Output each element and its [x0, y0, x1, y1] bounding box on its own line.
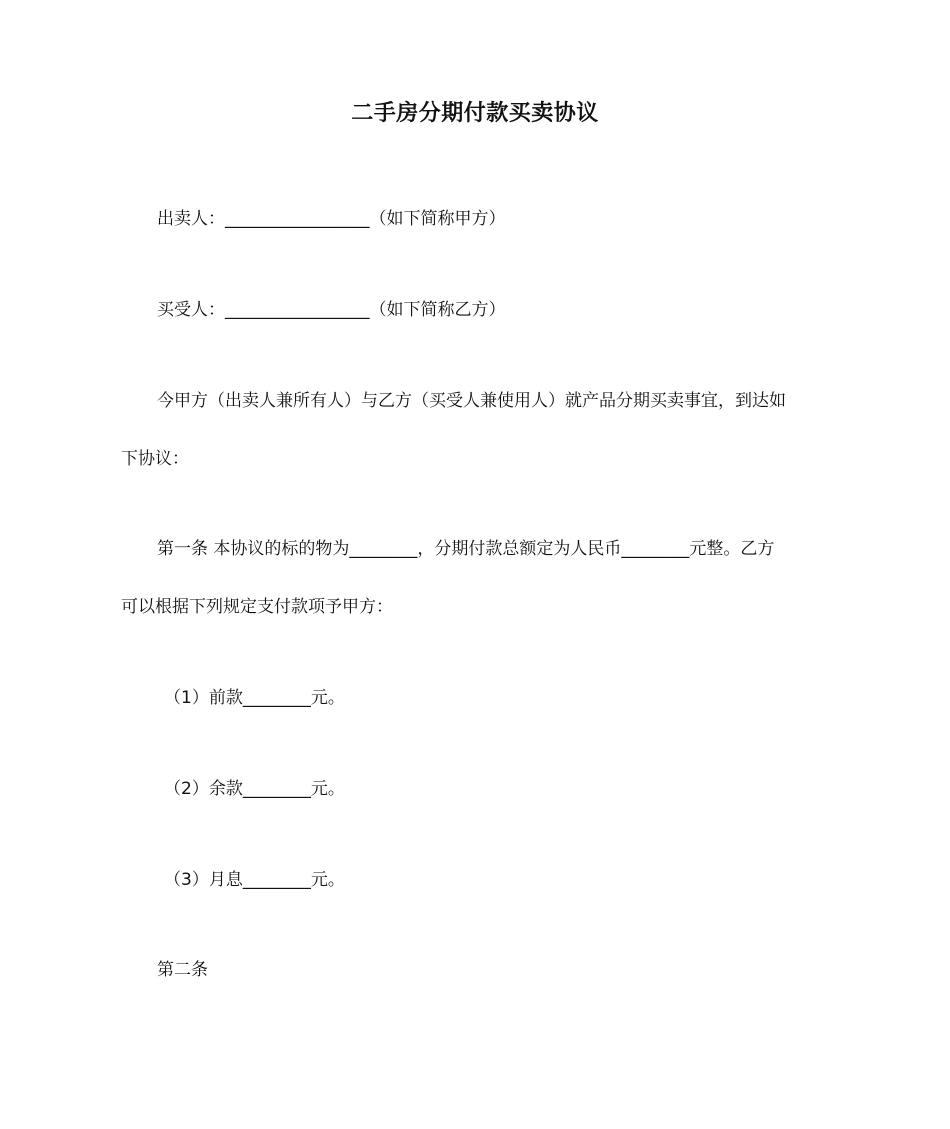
- buyer-line: 买受人：_________________（如下简称乙方）: [157, 300, 506, 320]
- payment-item-monthly-interest: （3）月息________元。: [164, 870, 345, 890]
- article1-line2: 可以根据下列规定支付款项予甲方：: [121, 597, 393, 617]
- intro-paragraph-line1: 今甲方（出卖人兼所有人）与乙方（买受人兼使用人）就产品分期买卖事宜，到达如: [157, 391, 786, 411]
- intro-paragraph-line2: 下协议：: [121, 449, 189, 469]
- seller-line: 出卖人：_________________（如下简称甲方）: [157, 209, 506, 229]
- document-title: 二手房分期付款买卖协议: [351, 101, 599, 126]
- payment-item-down-payment: （1）前款________元。: [164, 688, 345, 708]
- article1-line1: 第一条 本协议的标的物为________，分期付款总额定为人民币________元整。乙方: [157, 539, 775, 559]
- article2-heading: 第二条: [157, 960, 208, 980]
- payment-item-balance: （2）余款________元。: [164, 779, 345, 799]
